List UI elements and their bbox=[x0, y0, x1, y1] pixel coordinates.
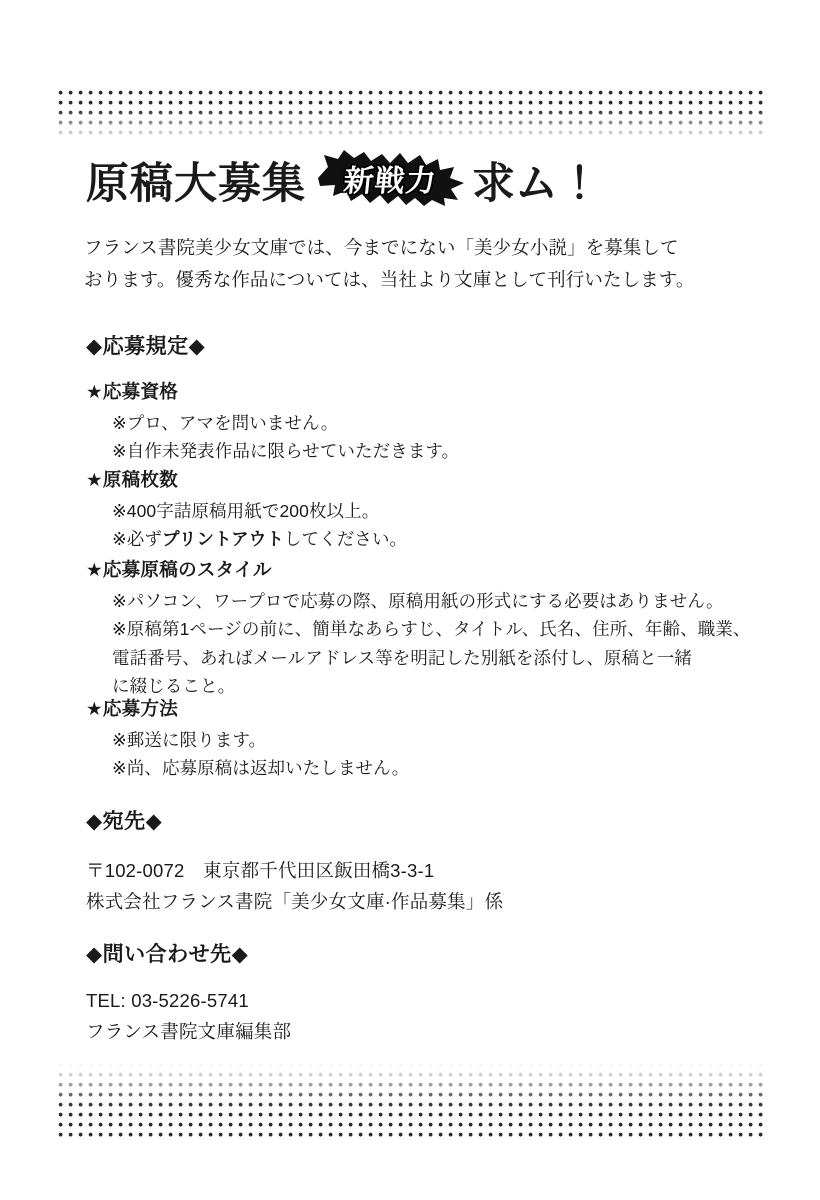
manuscript-style-line-1: ※パソコン、ワープロで応募の際、原稿用紙の形式にする必要はありません。 bbox=[112, 591, 724, 611]
submission-method-lines bbox=[112, 726, 409, 783]
eligibility-line-2: ※自作未発表作品に限らせていただきます。 bbox=[112, 441, 460, 462]
page-count-line-2-emphasis: プリントアウト bbox=[161, 529, 284, 550]
page-title bbox=[86, 150, 746, 206]
page-count-line-2-prefix: ※必ず bbox=[112, 529, 162, 550]
manuscript-style-line-3: 電話番号、あればメールアドレス等を明記した別紙を添付し、原稿と一緒 bbox=[112, 647, 692, 668]
subheading-manuscript-style: ★応募原稿のスタイル bbox=[86, 559, 272, 580]
eligibility-line-1: ※プロ、アマを問いません。 bbox=[112, 413, 339, 433]
halftone-band-bottom bbox=[58, 1062, 764, 1140]
manuscript-style-line-4: に綴じること。 bbox=[112, 676, 236, 697]
page-count-line-2 bbox=[112, 525, 407, 553]
headline-tail-text: 求ム！ bbox=[472, 160, 601, 208]
halftone-band-top bbox=[58, 90, 764, 142]
page-count-line-2-suffix: してください。 bbox=[283, 529, 408, 550]
manuscript-style-line-2: ※原稿第1ページの前に、簡単なあらすじ、タイトル、氏名、住所、年齢、職業、 bbox=[112, 619, 751, 640]
contact-phone: TEL: 03-5226-5741 bbox=[86, 990, 249, 1011]
subheading-eligibility: ★応募資格 bbox=[86, 381, 179, 402]
contact-department: フランス書院文庫編集部 bbox=[86, 1021, 292, 1042]
page-count-line-1: ※400字詰原稿用紙で200枚以上。 bbox=[112, 501, 380, 521]
manuscript-style-lines bbox=[112, 587, 751, 700]
intro-line-1: フランス書院美少女文庫では、今までにない「美少女小説」を募集して bbox=[84, 237, 679, 258]
submission-method-line-1: ※郵送に限ります。 bbox=[112, 730, 267, 750]
address-line-1: 〒102-0072 東京都千代田区飯田橋3-3-1 bbox=[86, 860, 435, 881]
submission-method-line-2: ※尚、応募原稿は返却いたしません。 bbox=[112, 758, 410, 779]
page-count-lines bbox=[112, 497, 407, 554]
subheading-page-count: ★原稿枚数 bbox=[86, 469, 179, 490]
intro-line-2: おります。優秀な作品については、当社より文庫として刊行いたします。 bbox=[84, 269, 695, 291]
subheading-submission-method: ★応募方法 bbox=[86, 698, 179, 719]
address-line-2: 株式会社フランス書院「美少女文庫·作品募集」係 bbox=[86, 891, 504, 912]
section-heading-requirements: ◆応募規定◆ bbox=[86, 335, 206, 358]
section-heading-address: ◆宛先◆ bbox=[86, 810, 163, 833]
headline-main-text: 原稿大募集 bbox=[86, 160, 306, 208]
starburst-badge bbox=[314, 150, 466, 206]
eligibility-lines bbox=[112, 409, 459, 466]
section-heading-contact: ◆問い合わせ先◆ bbox=[86, 943, 249, 966]
intro-paragraph bbox=[84, 232, 724, 297]
starburst-text: 新戦力 bbox=[341, 165, 438, 198]
